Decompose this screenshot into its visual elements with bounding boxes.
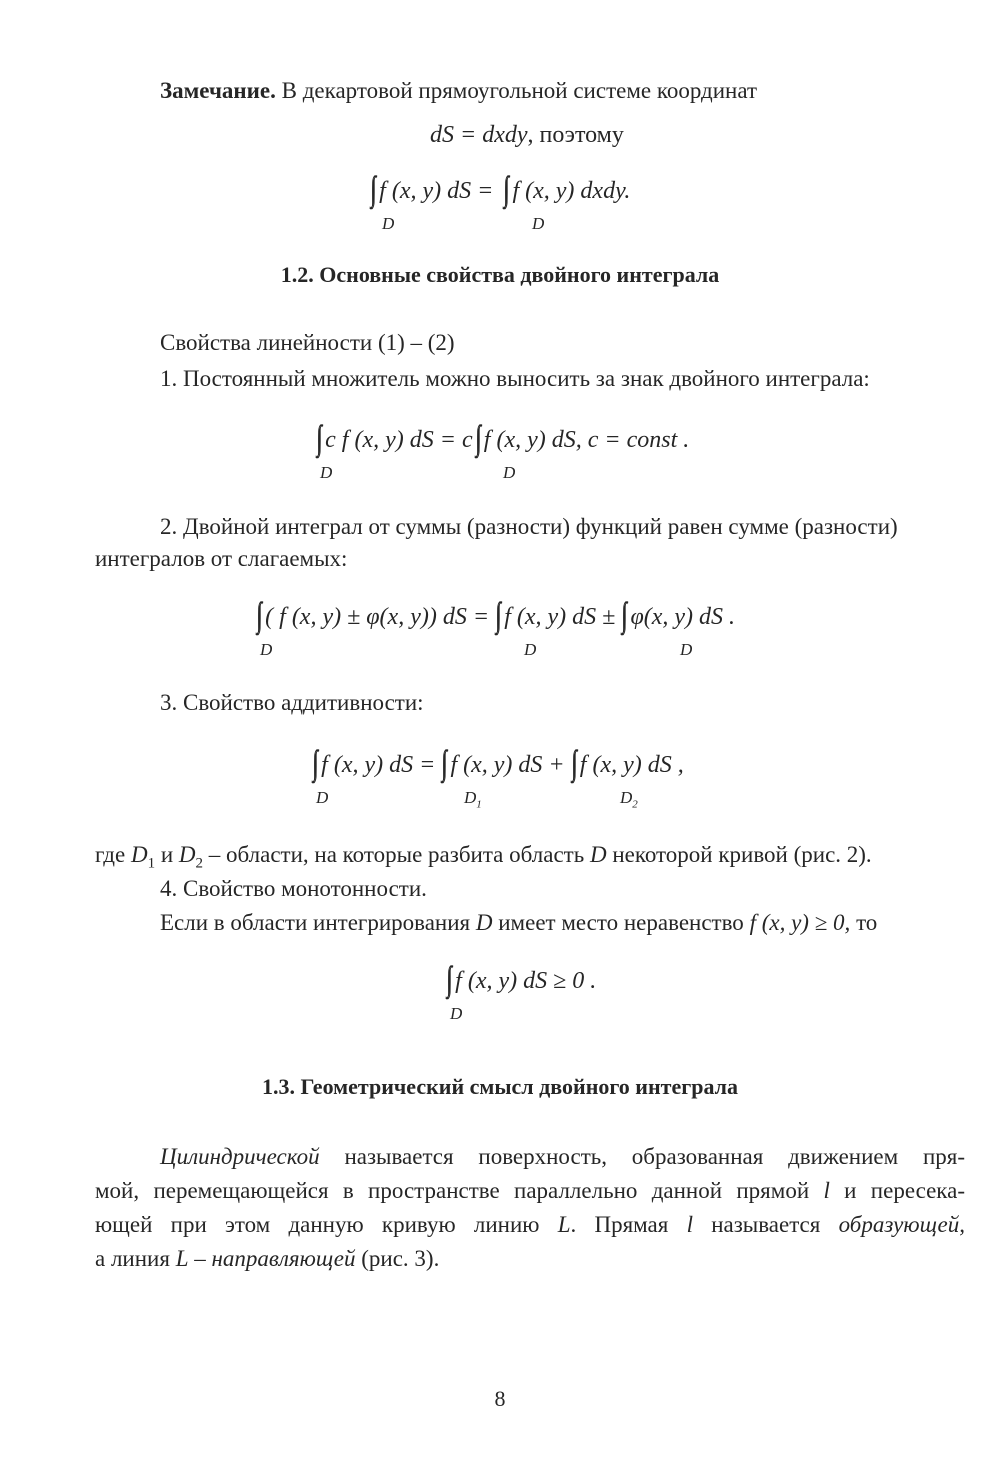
paragraph-line: а линия L – направляющей (рис. 3).	[95, 1246, 440, 1271]
formula-2-part3: φ(x, y) dS .	[630, 604, 736, 630]
double-integral-sign: ∫∫	[316, 419, 319, 458]
property-1: 1. Постоянный множитель можно выносить за знак двойного интеграла:	[160, 366, 870, 391]
integral-domain: D	[320, 463, 333, 482]
integral-domain: D	[503, 463, 516, 482]
property-2-line1: 2. Двойной интеграл от суммы (разности) функций равен сумме (разности)	[160, 514, 898, 539]
double-integral-sign: ∫∫	[312, 744, 315, 783]
formula-ds-suffix: , поэтому	[527, 122, 624, 148]
formula-4-body: f (x, y) dS ≥ 0 .	[455, 968, 597, 994]
formula-monotonic	[446, 960, 597, 999]
formula-3-part1: f (x, y) dS =	[321, 752, 436, 778]
formula-sum	[256, 596, 736, 635]
double-integral-sign: ∫∫	[441, 744, 445, 783]
double-integral-sign: ∫∫	[571, 744, 574, 783]
integral-domain-d2: $D_2$	[620, 788, 638, 811]
integral-domain: D	[532, 214, 545, 233]
integral-domain: D	[316, 788, 329, 807]
formula-additivity	[312, 744, 684, 783]
double-integral-sign: ∫∫	[446, 960, 449, 999]
section-heading-1-2: 1.2. Основные свойства двойного интеграла	[280, 262, 720, 287]
remark-label: Замечание.	[160, 78, 276, 103]
property-4: 4. Свойство монотонности.	[160, 876, 427, 901]
monotonic-text: Если в области интегрирования D имеет место неравенство f (x, y) ≥ 0, то	[160, 910, 878, 935]
double-integral-sign: ∫∫	[370, 170, 373, 209]
remark-text: В декартовой прямоугольной системе координат	[275, 78, 758, 103]
formula-3-part2: f (x, y) dS +	[450, 752, 565, 778]
paragraph-line: Цилиндрической называется поверхность, образованная движением пря-	[160, 1144, 965, 1169]
integral-domain: D	[524, 640, 537, 659]
double-integral-sign: ∫∫	[621, 596, 625, 635]
double-integral-sign: ∫∫	[475, 419, 478, 458]
formula-1-condition: , c = const .	[575, 427, 690, 453]
page-number: 8	[494, 1386, 506, 1411]
where-text: где $D_1$ и $D_2$ – области, на которые разбита область D некоторой кривой (рис. 2).	[95, 842, 872, 872]
inequality-expr: f (x, y) ≥ 0,	[749, 910, 851, 935]
formula-1-rhs: f (x, y) dS	[483, 427, 576, 453]
formula-1-lhs: c f (x, y) dS = c	[325, 427, 473, 453]
paragraph-line: мой, перемещающейся в пространстве параллельно данной прямой l и пересека-	[95, 1178, 965, 1203]
double-integral-sign: ∫∫	[495, 596, 498, 635]
linearity-label: Свойства линейности (1) – (2)	[160, 330, 455, 355]
integral-domain: D	[680, 640, 693, 659]
formula-remark	[370, 170, 631, 209]
property-2-line2: интегралов от слагаемых:	[95, 546, 348, 571]
formula-constant-factor	[316, 419, 690, 458]
formula-remark-rhs: f (x, y) dxdy.	[512, 178, 631, 204]
property-3: 3. Свойство аддитивности:	[160, 690, 424, 715]
integral-domain: D	[260, 640, 273, 659]
integral-domain: D	[450, 1004, 463, 1023]
formula-2-part1: ( f (x, y) ± φ(x, y)) dS =	[265, 604, 490, 630]
integral-domain-d1: $D_1$	[464, 788, 482, 811]
formula-ds-expr: dS = dxdy	[430, 122, 528, 148]
double-integral-sign: ∫∫	[256, 596, 259, 635]
double-integral-sign: ∫∫	[503, 170, 507, 209]
formula-remark-lhs: f (x, y) dS =	[379, 178, 494, 204]
remark-line	[160, 76, 757, 106]
paragraph-line: ющей при этом данную кривую линию L. Прямая l называется образующей,	[95, 1212, 965, 1237]
section-heading-1-3: 1.3. Геометрический смысл двойного интеграла	[261, 1074, 738, 1099]
formula-3-part3: f (x, y) dS ,	[579, 752, 684, 778]
formula-ds	[430, 120, 624, 150]
integral-domain: D	[382, 214, 395, 233]
formula-2-part2: f (x, y) dS ±	[504, 604, 616, 630]
